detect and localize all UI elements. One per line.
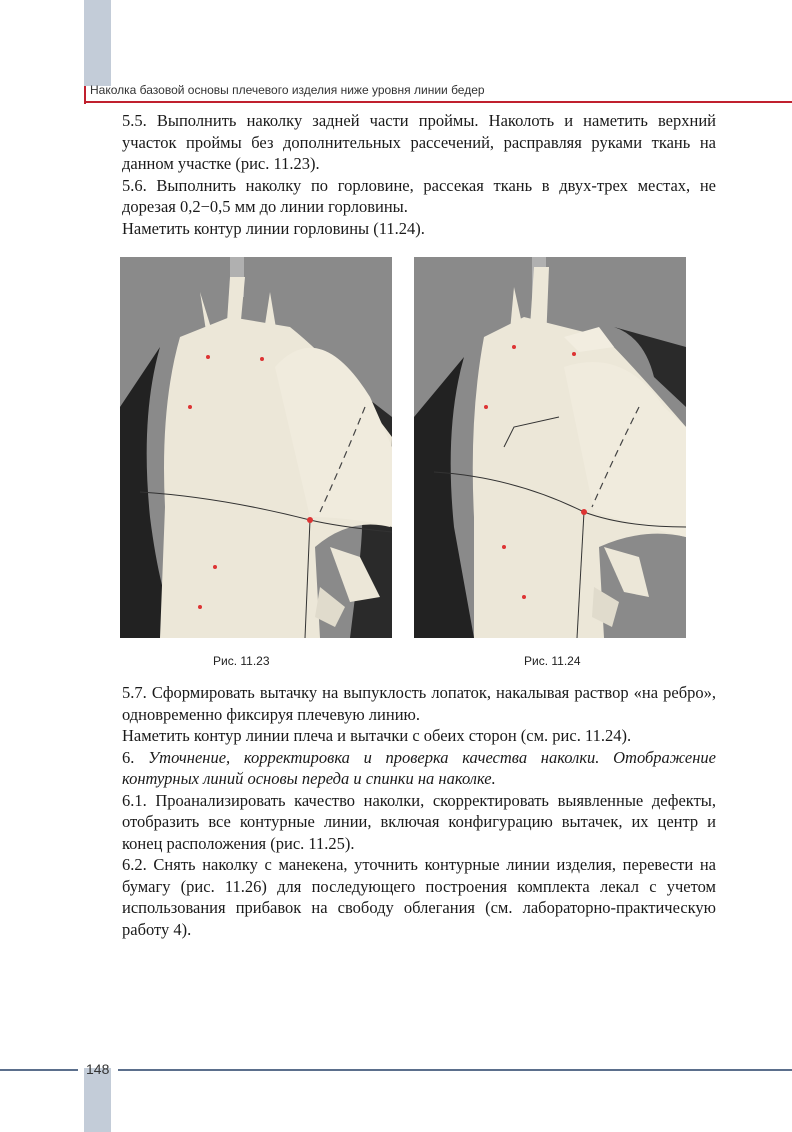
mannequin-drape-illustration-2 xyxy=(414,257,686,638)
caption-figure-11-24: Рис. 11.24 xyxy=(524,654,581,668)
side-band-top xyxy=(84,0,111,86)
caption-figure-11-23: Рис. 11.23 xyxy=(213,654,270,668)
running-title: Наколка базовой основы плечевого изделия ниже уровня линии бедер xyxy=(90,83,485,97)
paragraph-6-italic: Уточнение, корректировка и проверка качества наколки. Отображение контурных линий основы переда и спинки на наколке. xyxy=(122,747,716,788)
bottom-text xyxy=(122,682,716,940)
mannequin-drape-illustration-1 xyxy=(120,257,392,638)
paragraph-5-7: 5.7. Сформировать вытачку на выпуклость лопаток, накалывая раствор «на ребро», одновременно фиксируя плечевую линию. xyxy=(122,683,716,724)
paragraph-6-1: 6.1. Проанализировать качество наколки, скорректировать выявленные дефекты, отобразить все контурные линии, включая конфигурацию вытачек, их центр и конец расположения (рис. 11.25). xyxy=(122,790,716,853)
paragraph-neckline: Наметить контур линии горловины (11.24). xyxy=(122,218,425,238)
page-number: 148 xyxy=(86,1061,110,1077)
paragraph-6 xyxy=(122,747,716,790)
footer-rule-left xyxy=(0,1069,78,1071)
footer-rule-right xyxy=(118,1069,792,1071)
paragraph-6-2: 6.2. Снять наколку с манекена, уточнить контурные линии изделия, перевести на бумагу (рис. 11.26) для последующего построения комплекта лекал с учетом использования прибавок на свободу облегания (см. лабораторно-практическую работу 4). xyxy=(122,855,716,939)
header-rule xyxy=(84,101,792,103)
paragraph-6-number: 6. xyxy=(122,747,149,767)
top-text xyxy=(122,110,716,239)
paragraph-5-5: 5.5. Выполнить наколку задней части проймы. Наколоть и наметить верхний участок проймы без дополнительных рассечений, расправляя руками ткань на данном участке (рис. 11.23). xyxy=(122,111,716,173)
paragraph-outline: Наметить контур линии плеча и вытачки с обеих сторон (см. рис. 11.24). xyxy=(122,726,632,745)
paragraph-5-6: 5.6. Выполнить наколку по горловине, рассекая ткань в двух-трех местах, не дорезая 0,2−0,5 мм до линии горловины. xyxy=(122,175,716,216)
figure-11-23-photo xyxy=(120,257,392,638)
figure-11-24-photo xyxy=(414,257,686,638)
side-band-bottom xyxy=(84,1068,111,1132)
